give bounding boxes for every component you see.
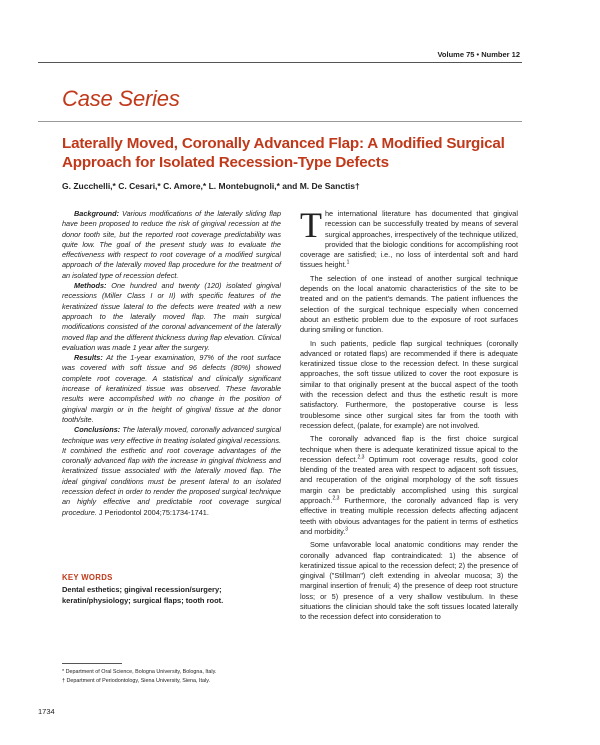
footnote-affiliation-1: * Department of Oral Science, Bologna University, Bologna, Italy. — [62, 669, 217, 675]
keywords-heading: KEY WORDS — [62, 573, 113, 582]
body-paragraph-5: Some unfavorable local anatomic conditions may render the coronally advanced flap contraindicated: 1) the absence of keratinized tissue apical to the recession defect; 2) the presence of gingival ("Stillman") cleft extending in alveolar mucosa; 3) the marginal insertion of frenuli; 4) the presence of deep root structure loss; or 5) presence of a very shallow vestibulum. In these situations the clinician should take the soft tissues located laterally to the recession defect into consideration to — [300, 540, 518, 622]
abstract-results — [62, 353, 281, 425]
reference: 2,3 — [357, 454, 365, 461]
abstract-results-label: Results: — [74, 353, 103, 363]
abstract-conclusions — [62, 425, 281, 518]
citation: J Periodontol 2004;75:1734-1741. — [98, 507, 209, 517]
abstract-background-label: Background: — [74, 209, 119, 218]
abstract-conclusions-label: Conclusions: — [74, 425, 121, 435]
body-paragraph-4 — [300, 434, 518, 537]
body-paragraph-4-text-c: Furthermore, the coronally advanced flap is very effective in treating multiple recession defects affecting adjacent teeth with obvious advantages for the patient in terms of esthetics and morbidity. — [300, 496, 518, 536]
abstract-methods-label: Methods: — [74, 281, 107, 291]
footnote-affiliation-2: † Department of Periodontology, Siena University, Siena, Italy. — [62, 678, 211, 684]
body-paragraph-1 — [300, 205, 518, 271]
body-paragraph-3: In such patients, pedicle flap surgical techniques (coronally advanced or rotated flaps) are recommended if there is adequate keratinized tissue close to the recession defect. In these surgical approaches, the soft tissue utilized to cover the root exposure is similar to that originally present at the buccal aspect of the tooth with the recession defect and thus the esthetic result is more satisfactory. Furthermore, the postoperative course is less troublesome since other surgical sites far from the tooth with recession defect, (palate, for example) are not involved. — [300, 338, 518, 430]
abstract-background — [62, 209, 281, 281]
author-list: G. Zucchelli,* C. Cesari,* C. Amore,* L. Montebugnoli,* and M. De Sanctis† — [62, 181, 360, 191]
top-rule — [38, 62, 522, 63]
footnote-rule — [62, 663, 122, 664]
section-heading: Case Series — [62, 86, 180, 111]
reference: 1 — [346, 260, 350, 267]
body-paragraph-1-text: he international literature has documented that gingival recession can be successfully treated by means of several surgical approaches, irrespectively of the technique utilized, provided that the biologic conditions for accomplishing root coverage are satisfied; i.e., no loss of interdental soft and hard tissues height. — [300, 209, 518, 270]
reference: 2,3 — [332, 495, 340, 502]
abstract — [62, 209, 281, 518]
volume-number: Volume 75 • Number 12 — [437, 50, 520, 59]
abstract-results-text: At the 1-year examination, 97% of the root surface was covered with soft tissue and 96 defects (80%) showed complete root coverage. A statistical and clinically significant increase of keratinized tissue was observed. These favorable results were accomplished with no change in the position of gingival margin or in the height of gingival tissue at the donor tooth/site. — [62, 353, 281, 424]
body-paragraph-2: The selection of one instead of another surgical technique depends on the local anatomic characteristics of the site to be treated and on the patient's demands. The patient influences the selection of the surgical technique especially when concerned about an esthetic problem due to the exposure of root surfaces during smiling or function. — [300, 273, 518, 335]
abstract-methods-text: One hundred and twenty (120) isolated gingival recessions (Miller Class I or II) with specific features of the keratinized tissue lateral to the defects were treated with a new approach to the laterally moved flap. The main surgical modifications consisted of the coronal advancement of the laterally moved flap and the different thickness during flap elevation. Clinical evaluation was made 1 year after the surgery. — [62, 281, 281, 352]
body-paragraph-4-text-a: The coronally advanced flap is the first choice surgical technique when there is adequate keratinized tissue apical to the recession defect. — [300, 434, 518, 464]
section-rule — [38, 121, 522, 122]
body-paragraph-4-text-b: Optimum root coverage results, good color blending of the treated area with respect to adjacent soft tissues, and recuperation of the original morphology of the soft tissues margin can be predictably accomplished using this surgical approach. — [300, 454, 518, 506]
abstract-background-text: Various modifications of the laterally sliding flap have been proposed to reduce the risk of gingival recession at the donor tooth site, but the reported root coverage predictability was quite low. The goal of the present study was to evaluate the effectiveness with respect to root coverage of a modified surgical approach of the laterally moved flap procedure for the treatment of an isolated type of recession defect. — [62, 209, 282, 280]
abstract-conclusions-text: The laterally moved, coronally advanced surgical technique was very effective in treating isolated gingival recessions. It combined the esthetic and root coverage advantages of the coronally advanced flap with the increase in gingival thickness and keratinized tissue associated with the laterally moved flap. The ideal gingival conditions must be present lateral to an isolated recession defect in order to render the proposed surgical technique an highly effective and predictable root coverage surgical procedure. — [62, 425, 282, 517]
abstract-methods — [62, 281, 281, 353]
reference: 3 — [345, 526, 349, 533]
article-title: Laterally Moved, Coronally Advanced Flap: A Modified Surgical Approach for Isolated Recession-Type Defects — [62, 135, 505, 171]
page-number: 1734 — [38, 707, 55, 716]
keywords-text: Dental esthetics; gingival recession/surgery; keratin/physiology; surgical flaps; tooth root. — [62, 585, 224, 605]
body-text — [300, 205, 518, 626]
drop-cap: T — [300, 205, 322, 245]
